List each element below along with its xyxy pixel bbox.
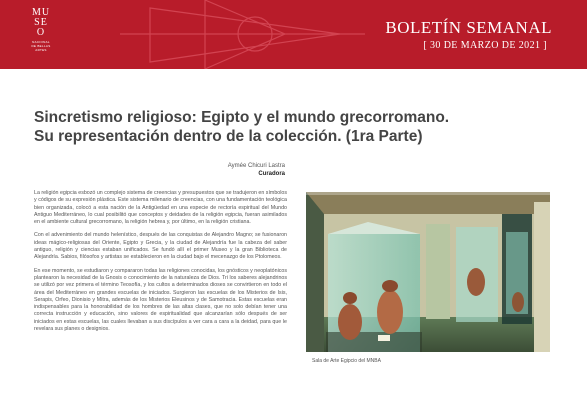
author-name: Aymée Chicuri Lastra (227, 163, 285, 169)
paragraph: La religión egipcia esbozó un complejo sistema de creencias y presupuestos que se tradujeron en símbolos y códigos de su expresión plástica. Este sistema milenario de creencias, con una fundamentación teológica bien organizada, colocó a esta nación de la Antigüedad en una especie de rectoría espiritual del Mundo Antiguo Mediterráneo, lo cual posibilitó que conceptos y deidades de la religión egipcia, fueran asimilados en el ambiente cultural grecorromano, la religión hebrea y, por último, en la religión cristiana. (34, 190, 287, 226)
museum-logo[interactable]: MU SE O NACIONAL DE BELLAS ARTES (31, 7, 51, 52)
bulletin-title: BOLETÍN SEMANAL (385, 18, 552, 37)
paragraph: En ese momento, se estudiaron y compararon todas las religiones conocidas, los gnósticos y neoplatónicos plantearon la necesidad de la Gnosis o conocimiento de la naturaleza de Dios. Tri los saberes alejandrinos se utilizó por vez primera el término Teosofía, y los cultos a determinados dioses se convirtieron en todo el área del Mediterráneo en grandes escuelas de iniciados. Surgieron las escuelas de los Misterios de Isis, Serapis, Orfeo, Dionisio y Mitra, además de los Misterios Eleusinos y de Samotracia. Estas escuelas eran indispensables para la honorabilidad de los hombres de las altas clases, que no solo debían tener una correcta instrucción y educación, sino valores de espiritualidad que alcanzarían sólo después de ser iniciados en estas escuelas, las cuales llevaban a sus discípulos a ver cara a cara a la deidad, para que le revelara sus planes o designios. (34, 267, 287, 333)
header-banner (0, 0, 587, 69)
photo-caption: Sala de Arte Egipcio del MNBA (312, 358, 381, 364)
egyptian-gallery-photo (306, 192, 550, 352)
bulletin-date: [ 30 DE MARZO DE 2021 ] (423, 40, 547, 51)
article-body (34, 190, 287, 339)
article-title (34, 108, 454, 146)
paragraph: Con el advenimiento del mundo helenístico, después de las conquistas de Alejandro Magno; se fusionaron ideas mágico-religiosas del Oriente, Egipto y Grecia, y la ciudad de Alejandría fue la cabeza del saber antiguo, religión y ciencias estaban unificados. Se fundó allí el primer Museo y la gran Biblioteca de Alejandría. Sabios, filósofos y artistas se establecieron en la ciudad bajo el mecenazgo de los Ptolomeos. (34, 232, 287, 261)
article-title-line-2: Su representación dentro de la colección. (1ra Parte) (34, 128, 423, 145)
author-role: Curadora (258, 171, 285, 177)
article-title-line-1: Sincretismo religioso: Egipto y el mundo grecorromano. (34, 109, 450, 126)
author-block (228, 162, 285, 178)
